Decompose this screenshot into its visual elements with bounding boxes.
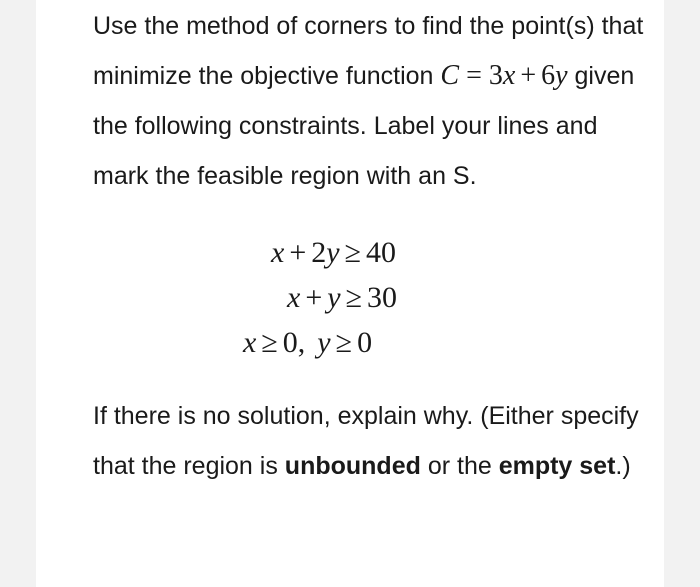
nonneg-relation-x: ≥: [261, 326, 278, 359]
instruction-text: [93, 391, 653, 491]
constraint-1-rhs: 40: [366, 236, 397, 269]
nonneg-var-y: y: [317, 326, 331, 359]
intro-text-2: given the following constraints. Label your lines and mark the feasible region with an S.: [93, 62, 635, 190]
constraint-2: [287, 278, 397, 318]
intro-text-1: Use the method of corners to find the point(s) that minimize the objective function: [93, 12, 644, 90]
objective-var-x: x: [502, 60, 516, 91]
objective-lhs: C: [440, 60, 460, 91]
constraint-2-rhs: 30: [367, 281, 398, 314]
nonneg-var-x: x: [243, 326, 257, 359]
problem-statement: [93, 0, 653, 201]
constraint-1-relation: ≥: [344, 236, 362, 269]
constraint-1-var2: y: [326, 236, 340, 269]
outro-text-3: .): [615, 452, 631, 480]
constraint-1: [271, 233, 396, 273]
outro-text-2: or the: [420, 452, 499, 480]
question-content: [93, 0, 653, 491]
constraint-1-plus: +: [289, 236, 307, 269]
constraint-1-var1: x: [271, 236, 285, 269]
nonneg-rhs-x: 0,: [282, 326, 306, 359]
objective-plus: +: [520, 60, 537, 91]
constraint-2-relation: ≥: [345, 281, 363, 314]
constraint-2-plus: +: [305, 281, 323, 314]
nonneg-rhs-y: 0: [357, 326, 373, 359]
objective-coef-y: 6: [541, 60, 556, 91]
objective-function: [440, 60, 567, 91]
nonneg-relation-y: ≥: [335, 326, 353, 359]
constraint-2-var2: y: [327, 281, 341, 314]
empty-set-emphasis: empty set: [498, 452, 616, 480]
unbounded-emphasis: unbounded: [284, 452, 421, 480]
constraint-2-var1: x: [287, 281, 301, 314]
constraint-list: [93, 233, 653, 368]
objective-equals: =: [466, 60, 482, 91]
constraint-nonnegativity: [243, 323, 372, 363]
objective-var-y: y: [555, 60, 568, 91]
outro-text-1: If there is no solution, explain why. (Either specify that the region is: [93, 402, 639, 480]
question-card: [36, 0, 664, 587]
objective-coef-x: 3: [488, 60, 503, 91]
constraint-1-coef: 2: [311, 236, 327, 269]
